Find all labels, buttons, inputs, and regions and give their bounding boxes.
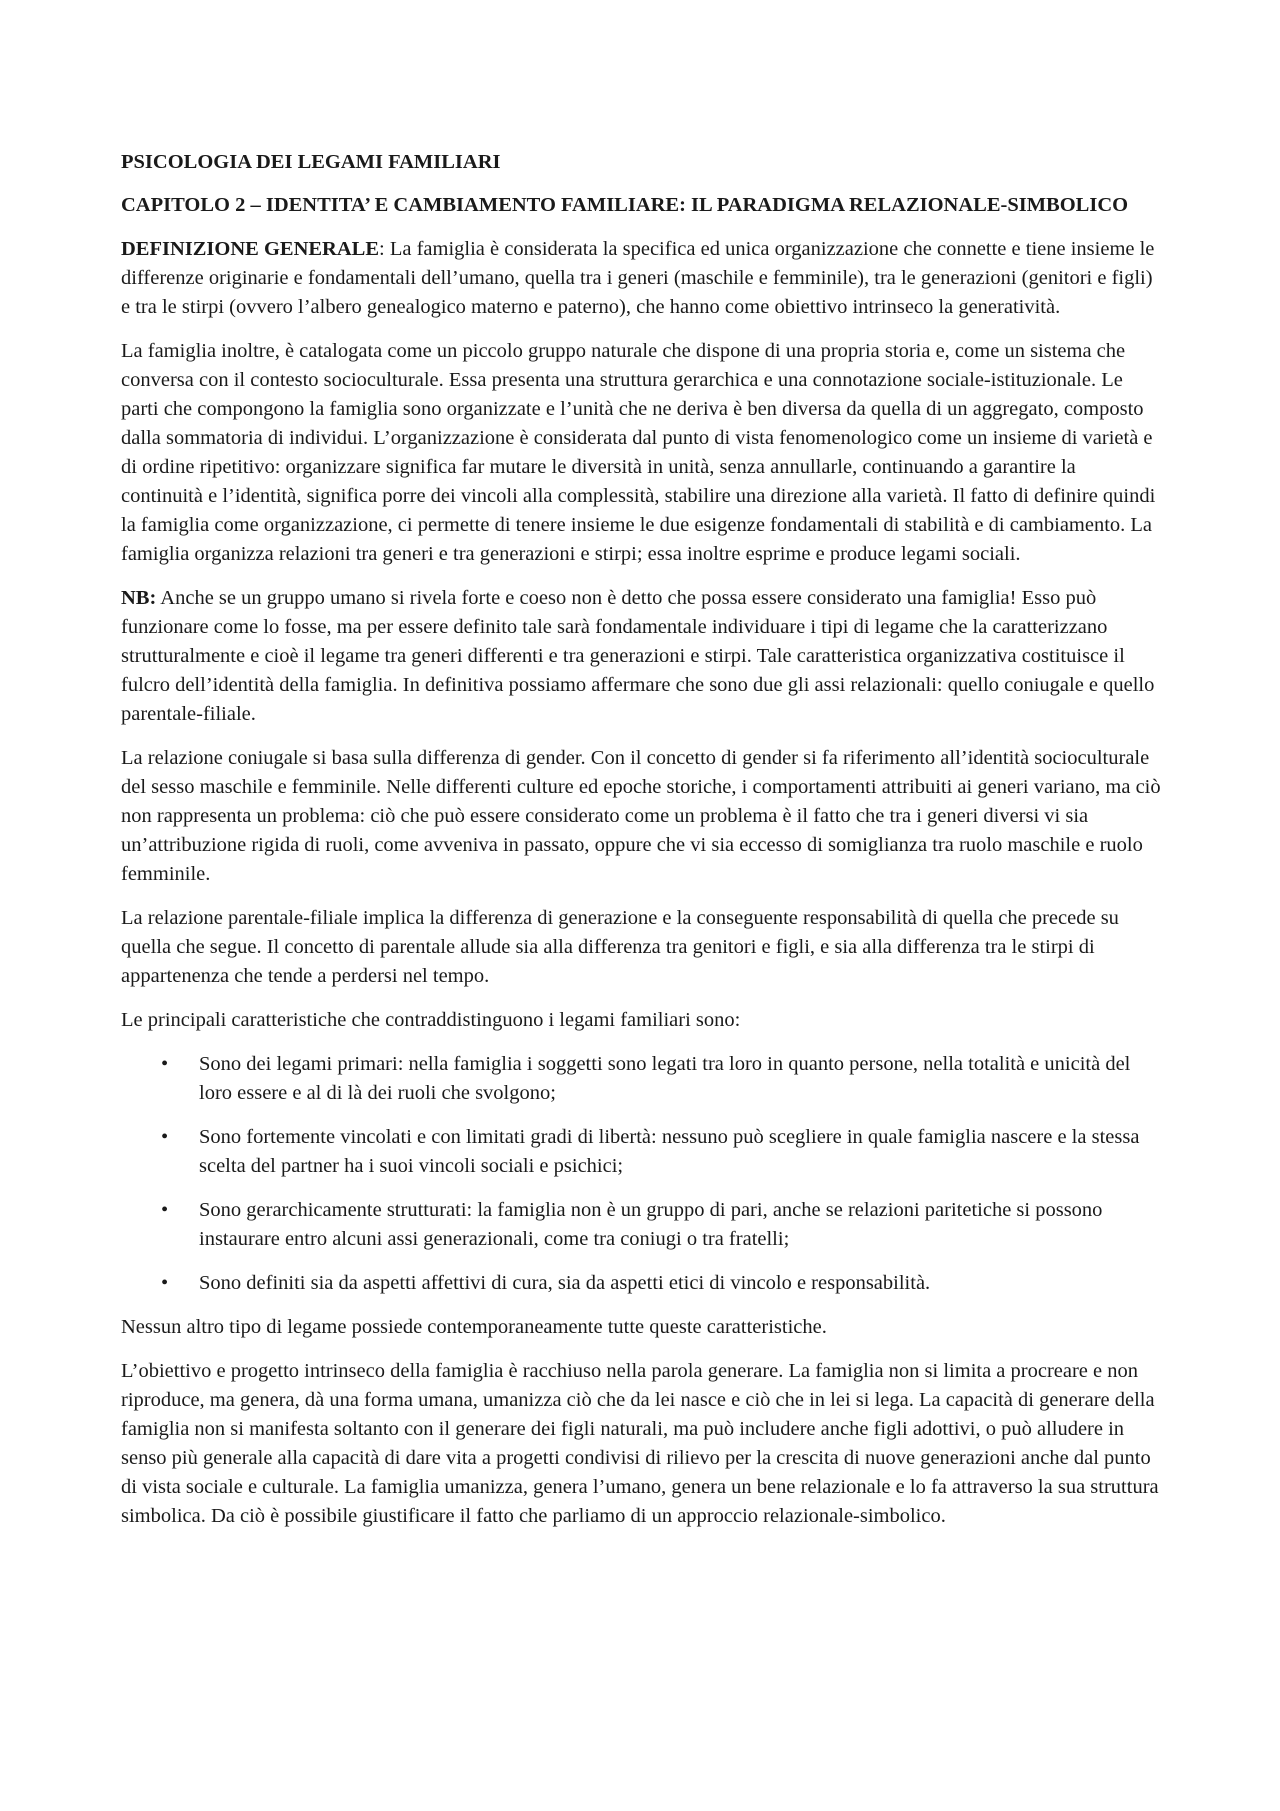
organization-paragraph: La famiglia inoltre, è catalogata come un piccolo gruppo naturale che dispone di una propria storia e, come un sistema che conversa con il contesto socioculturale. Essa presenta una struttura gerarchica e una connotazione sociale-istituzionale. Le parti che compongono la famiglia sono organizzate e l’unità che ne deriva è ben diversa da quella di un aggregato, composto dalla sommatoria di individui. L’organizzazione è considerata dal punto di vista fenomenologico come un insieme di varietà e di ordine ripetitivo: organizzare significa far mutare le diversità in unità, senza annullarle, continuando a garantire la continuità e l’identità, significa porre dei vincoli alla complessità, stabilire una direzione alla varietà. Il fatto di definire quindi la famiglia come organizzazione, ci permette di tenere insieme le due esigenze fondamentali di stabilità e di cambiamento. La famiglia organizza relazioni tra generi e tra generazioni e stirpi; essa inoltre esprime e produce legami sociali. — [121, 340, 1156, 565]
definition-label: DEFINIZIONE GENERALE — [121, 238, 380, 260]
list-intro: Le principali caratteristiche che contraddistinguono i legami familiari sono: — [121, 1009, 741, 1031]
list-item-text: Sono definiti sia da aspetti affettivi di cura, sia da aspetti etici di vincolo e responsabilità. — [199, 1272, 931, 1294]
document-title: PSICOLOGIA DEI LEGAMI FAMILIARI — [121, 151, 501, 173]
bullet-icon: • — [161, 1272, 169, 1294]
characteristics-list — [121, 1050, 1161, 1298]
list-item-text: Sono fortemente vincolati e con limitati gradi di libertà: nessuno può scegliere in quale famiglia nascere e la stessa scelta del partner ha i suoi vincoli sociali e psichici; — [199, 1126, 1140, 1177]
chapter-title: CAPITOLO 2 – IDENTITA’ E CAMBIAMENTO FAMILIARE: IL PARADIGMA RELAZIONALE-SIMBOLICO — [121, 194, 1129, 216]
list-item — [121, 1196, 1161, 1254]
nb-paragraph — [121, 584, 1161, 729]
bullet-icon: • — [161, 1199, 169, 1221]
bullet-icon: • — [161, 1053, 169, 1075]
nb-label: NB: — [121, 587, 157, 609]
document-page — [121, 148, 1161, 1546]
list-item — [121, 1050, 1161, 1108]
bullet-icon: • — [161, 1126, 169, 1148]
after-list-paragraph: Nessun altro tipo di legame possiede contemporaneamente tutte queste caratteristiche. — [121, 1316, 827, 1338]
parentale-paragraph: La relazione parentale-filiale implica la differenza di generazione e la conseguente responsabilità di quella che precede su quella che segue. Il concetto di parentale allude sia alla differenza tra genitori e figli, e sia alla differenza tra le stirpi di appartenenza che tende a perdersi nel tempo. — [121, 907, 1119, 987]
nb-text: Anche se un gruppo umano si rivela forte e coeso non è detto che possa essere considerato una famiglia! Esso può funzionare come lo fosse, ma per essere definito tale sarà fondamentale individuare i tipi di legame che la caratterizzano strutturalmente e cioè il legame tra generi differenti e tra generazioni e stirpi. Tale caratteristica organizzativa costituisce il fulcro dell’identità della famiglia. In definitiva possiamo affermare che sono due gli assi relazionali: quello coniugale e quello parentale-filiale. — [121, 587, 1155, 725]
list-item — [121, 1123, 1161, 1181]
definition-paragraph — [121, 235, 1161, 322]
list-item-text: Sono gerarchicamente strutturati: la famiglia non è un gruppo di pari, anche se relazioni paritetiche si possono instaurare entro alcuni assi generazionali, come tra coniugi o tra fratelli; — [199, 1199, 1103, 1250]
definition-text: : La famiglia è considerata la specifica ed unica organizzazione che connette e tiene insieme le differenze originarie e fondamentali dell’umano, quella tra i generi (maschile e femminile), tra le generazioni (genitori e figli) e tra le stirpi (ovvero l’albero genealogico materno e paterno), che hanno come obiettivo intrinseco la generatività. — [121, 238, 1155, 318]
list-item — [121, 1269, 1161, 1298]
generativity-paragraph: L’obiettivo e progetto intrinseco della famiglia è racchiuso nella parola generare. La famiglia non si limita a procreare e non riproduce, ma genera, dà una forma umana, umanizza ciò che da lei nasce e ciò che in lei si lega. La capacità di generare della famiglia non si manifesta soltanto con il generare dei figli naturali, ma può includere anche figli adottivi, o può alludere in senso più generale alla capacità di dare vita a progetti condivisi di rilievo per la crescita di nuove generazioni anche dal punto di vista sociale e culturale. La famiglia umanizza, genera l’umano, genera un bene relazionale e lo fa attraverso la sua struttura simbolica. Da ciò è possibile giustificare il fatto che parliamo di un approccio relazionale-simbolico. — [121, 1360, 1159, 1527]
coniugale-paragraph: La relazione coniugale si basa sulla differenza di gender. Con il concetto di gender si fa riferimento all’identità socioculturale del sesso maschile e femminile. Nelle differenti culture ed epoche storiche, i comportamenti attribuiti ai generi variano, ma ciò non rappresenta un problema: ciò che può essere considerato come un problema è il fatto che tra i generi diversi vi sia un’attribuzione rigida di ruoli, come avveniva in passato, oppure che vi sia eccesso di somiglianza tra ruolo maschile e ruolo femminile. — [121, 747, 1161, 885]
list-item-text: Sono dei legami primari: nella famiglia i soggetti sono legati tra loro in quanto persone, nella totalità e unicità del loro essere e al di là dei ruoli che svolgono; — [199, 1053, 1131, 1104]
